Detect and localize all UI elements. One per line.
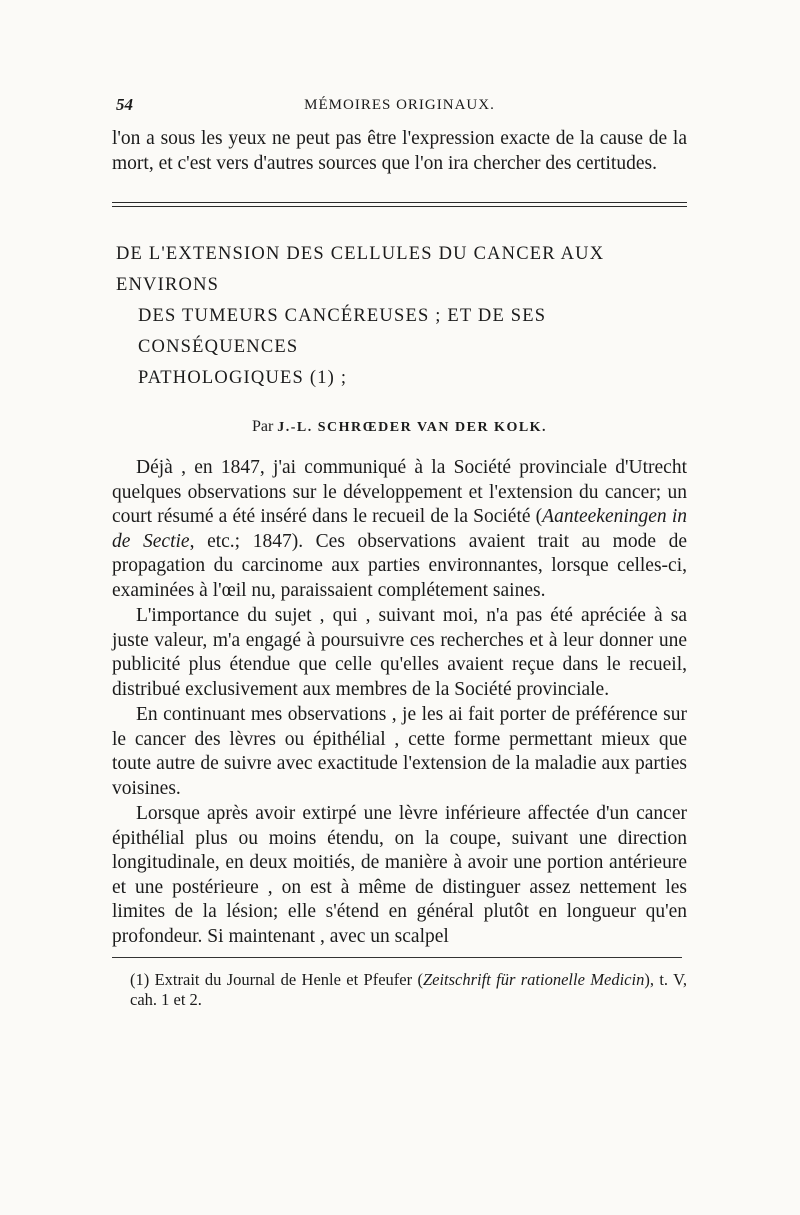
page-number: 54 [116,95,133,114]
footnote-italic: Zeitschrift für rationelle Medicin [422,970,645,989]
paragraph-1-text-b: , etc.; 1847). Ces observations avaient trait au mode de propagation du carcinome aux parties environnantes, lorsque celles-ci, examinées à l'œil nu, paraissaient complétement saines. [112,530,687,601]
paragraph-4: Lorsque après avoir extirpé une lèvre inférieure affectée d'un cancer épithélial plus ou moins étendu, on la coupe, suivant une direction longitudinale, en deux moitiés, de manière à avoir une portion antérieure et une postérieure , on est à même de distinguer assez nettement les limites de la lésion; elle s'étend en général plutôt en longueur qu'en profondeur. Si maintenant , avec un scalpel [112,803,687,947]
footnote [112,970,687,1010]
paragraph-3: En continuant mes observations , je les ai fait porter de préférence sur le cancer des lèvres ou épithélial , cette forme permettant mieux que toute autre de suivre avec exactitude l'extension de la maladie aux parties voisines. [112,704,687,799]
article-title-line-1: DE L'EXTENSION DES CELLULES DU CANCER AUX ENVIRONS [116,244,605,295]
paragraph-1-text-a: Déjà , en 1847, j'ai communiqué à la Société provinciale d'Utrecht quelques observations sur le développement et l'extension du cancer; un court résumé a été inséré dans le recueil de la Société ( [112,457,687,527]
byline [112,418,687,436]
footnote-text-a: (1) Extrait du Journal de Henle et Pfeufer ( [130,970,423,989]
paragraph-1-italic: Aanteekeningen in de Sectie [112,506,687,552]
continuation-paragraph: l'on a sous les yeux ne peut pas être l'expression exacte de la cause de la mort, et c'est vers d'autres sources que l'on ira chercher des certitudes. [112,128,687,174]
byline-prefix: Par [251,418,274,435]
article-title [112,239,687,394]
section-divider [112,202,687,207]
divider-rule-thin [112,206,687,207]
article-body [112,456,687,949]
page [112,95,687,1010]
footnote-rule [112,957,682,958]
article-title-line-3: PATHOLOGIQUES (1) ; [138,368,348,388]
paragraph-1 [112,456,687,603]
article-title-line-2: DES TUMEURS CANCÉREUSES ; ET DE SES CONSÉQUENCES [138,306,547,357]
paragraph-2: L'importance du sujet , qui , suivant moi, n'a pas été apréciée à sa juste valeur, m'a engagé à poursuivre ces recherches et à leur donner une publicité plus étendue que celle qu'elles avaient reçue dans le recueil, distribué exclusivement aux membres de la Société provinciale. [112,605,687,700]
footnote-text-b: ), t. V, cah. 1 et 2. [130,970,687,1009]
running-title: MÉMOIRES ORIGINAUX. [304,97,495,113]
divider-rule-thick [112,202,687,203]
author-name: J.-L. SCHRŒDER VAN DER KOLK. [277,420,548,435]
running-header [112,95,687,121]
